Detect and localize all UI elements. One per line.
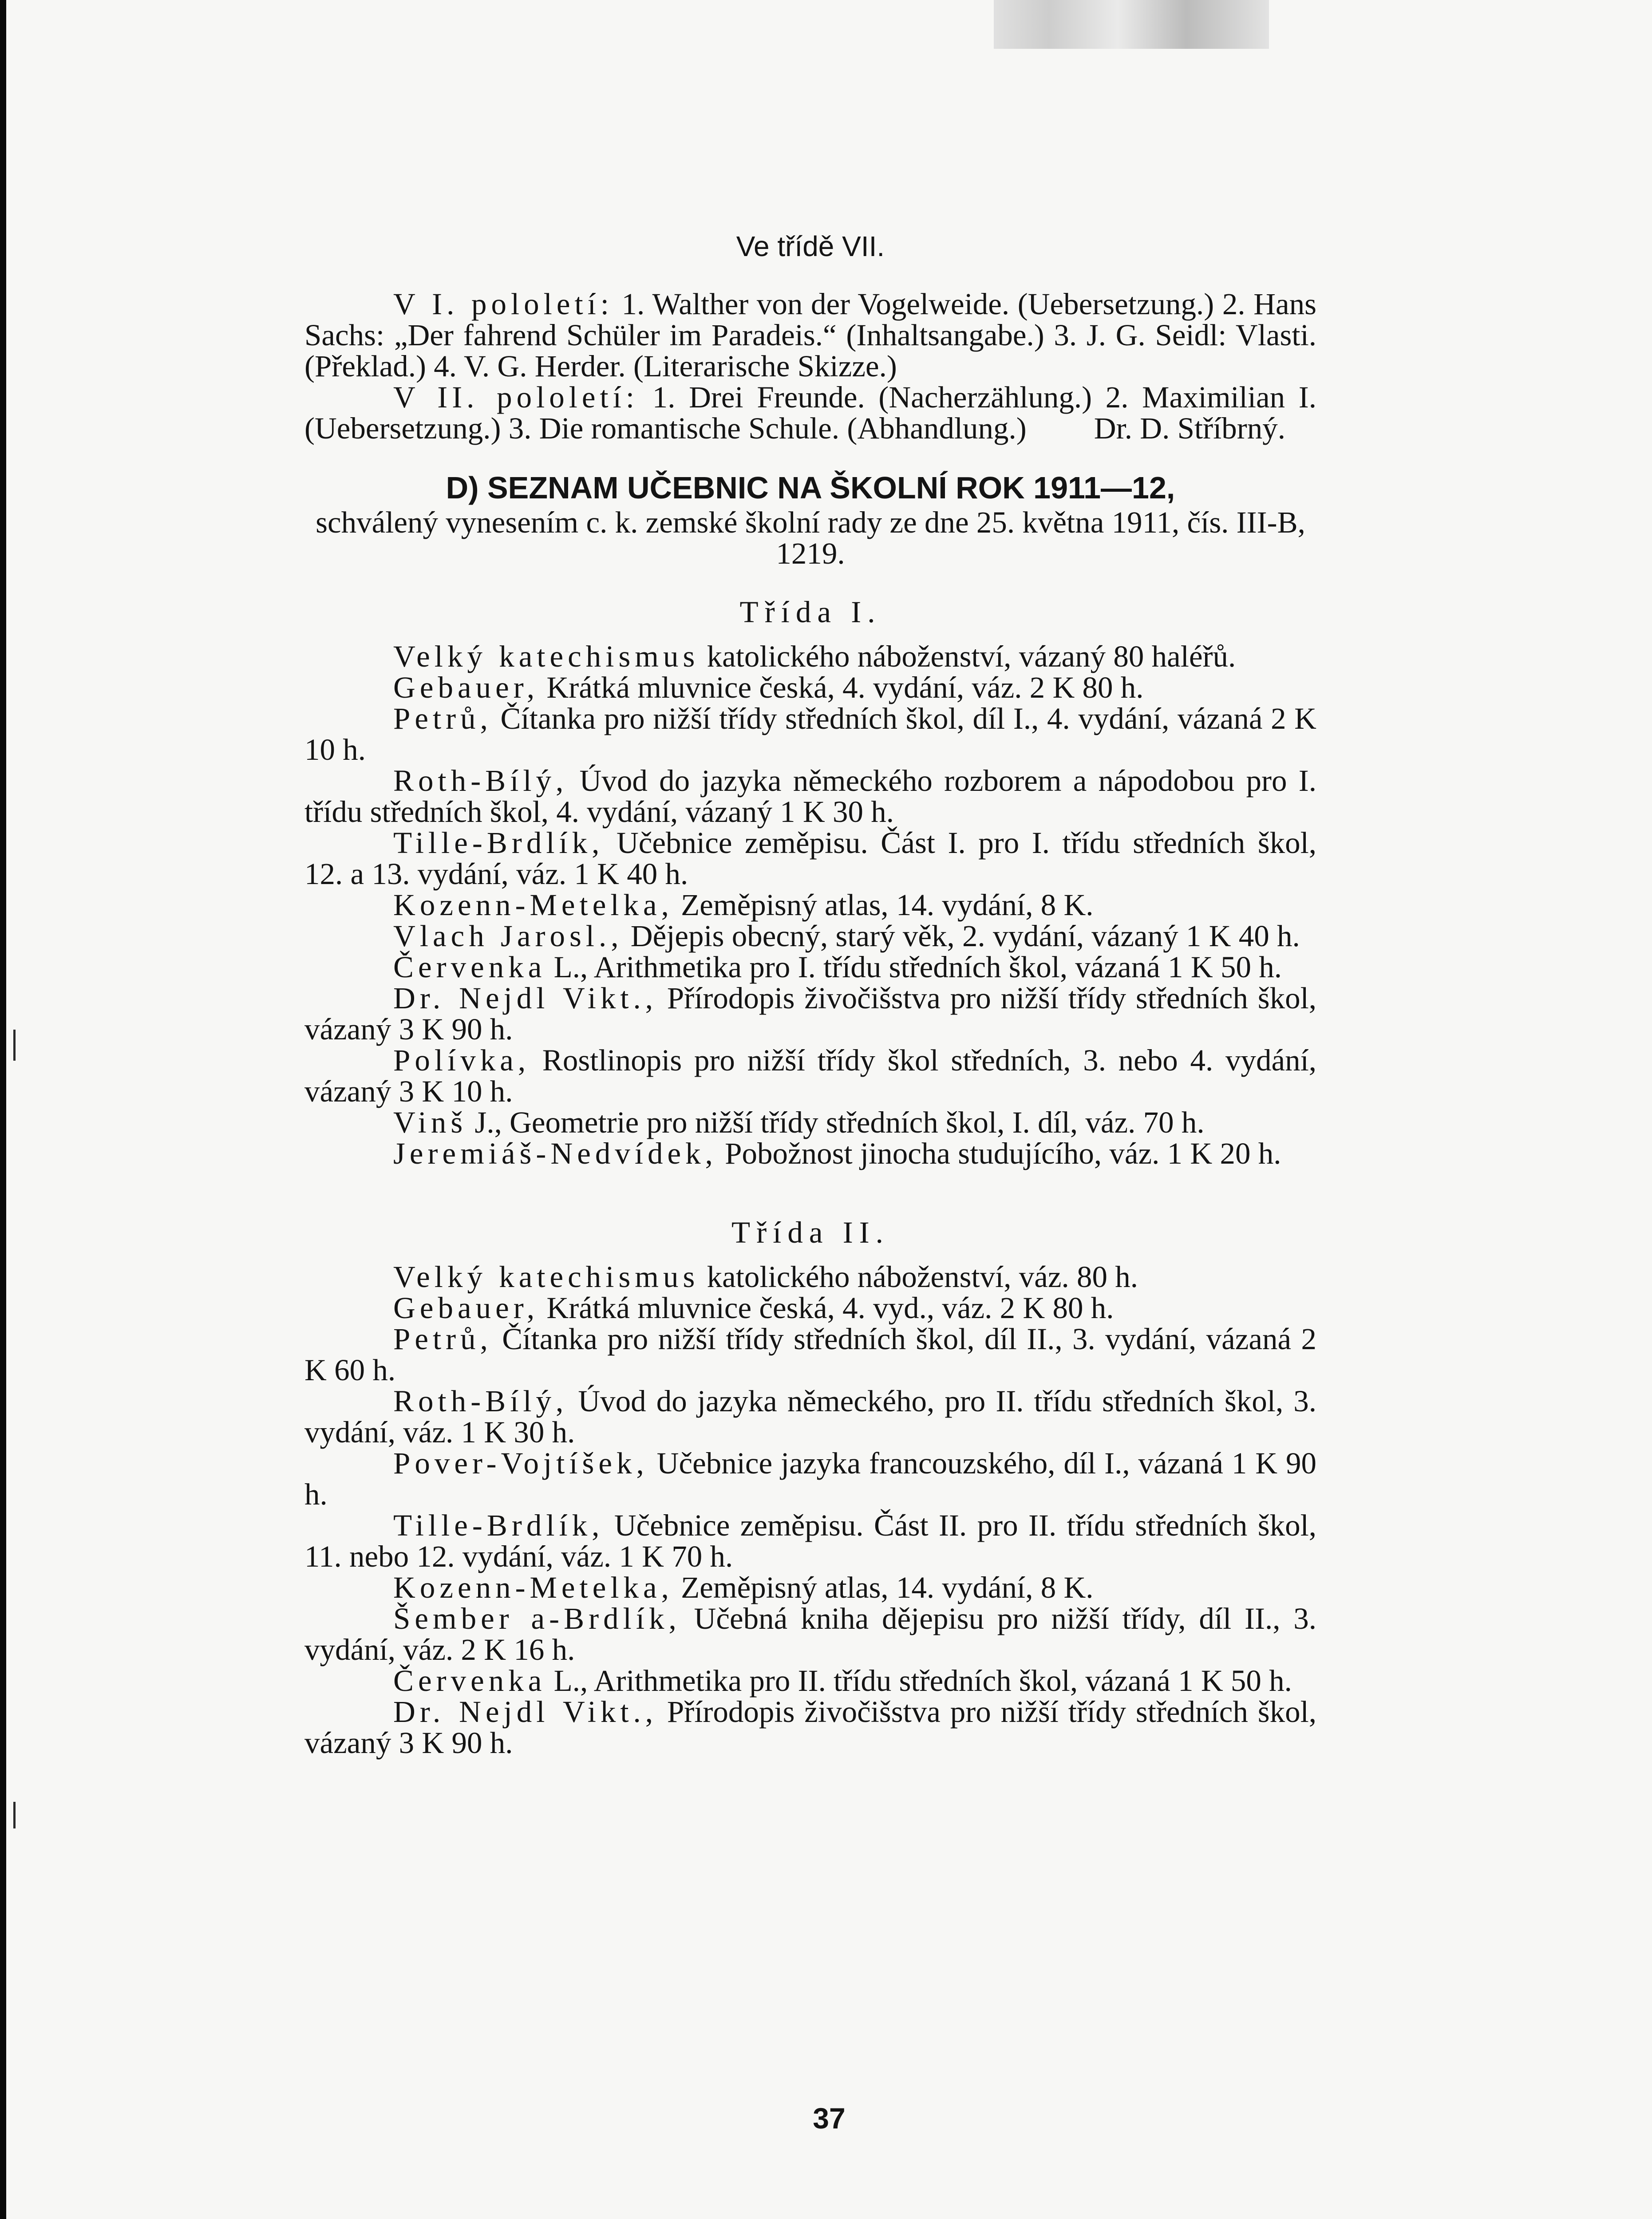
entry-author: Gebauer,: [393, 1291, 539, 1325]
entry-author: Šember a-Brdlík,: [393, 1602, 681, 1635]
entry-text: Učebnice zeměpisu. Část I. pro I. třídu středních škol, 12. a 13. vydání, váz. 1 K 40 h.: [304, 826, 1316, 891]
list-item: [304, 1045, 1316, 1107]
entry-text: Úvod do jazyka německého, pro II. třídu středních škol, 3. vydání, váz. 1 K 30 h.: [304, 1384, 1316, 1449]
entry-text: Zeměpisný atlas, 14. vydání, 8 K.: [673, 888, 1094, 922]
entry-author: Roth-Bílý,: [393, 764, 568, 798]
entry-text: Pobožnost jinocha studujícího, váz. 1 K 20 h.: [717, 1137, 1281, 1170]
book-page: [6, 0, 1652, 2219]
entry-author: Vlach Jarosl.,: [393, 919, 623, 953]
semester-1-label: V I. pololetí:: [393, 287, 613, 321]
signature: Dr. D. Stříbrný.: [1094, 411, 1285, 445]
list-item: [304, 827, 1316, 889]
entry-author: Roth-Bílý,: [393, 1384, 568, 1418]
semester-2-label: V II. pololetí:: [393, 380, 639, 414]
entry-author: Dr. Nejdl Vikt.,: [393, 1695, 658, 1729]
entry-text: L., Arithmetika pro II. třídu středních škol, vázaná 1 K 50 h.: [546, 1664, 1292, 1698]
entry-text: Zeměpisný atlas, 14. vydání, 8 K.: [673, 1571, 1094, 1604]
list-item: [304, 920, 1316, 952]
entry-text: Rostlinopis pro nižší třídy škol středních, 3. nebo 4. vydání, vázaný 3 K 10 h.: [304, 1043, 1316, 1108]
entry-text: J., Geometrie pro nižší třídy středních škol, I. díl, váz. 70 h.: [467, 1106, 1205, 1139]
entry-text: L., Arithmetika pro I. třídu středních škol, vázaná 1 K 50 h.: [546, 950, 1282, 984]
entry-text: Čítanka pro nižší třídy středních škol, díl II., 3. vydání, vázaná 2 K 60 h.: [304, 1322, 1316, 1387]
semester-1-paragraph: [304, 288, 1316, 382]
class-2-heading: Třída II.: [731, 1216, 889, 1249]
list-item: [304, 889, 1316, 920]
entry-author: Pover-Vojtíšek,: [393, 1446, 648, 1480]
list-item: [304, 1603, 1316, 1665]
class-1-list: [304, 641, 1316, 1169]
list-item: [304, 983, 1316, 1045]
library-stamp-mark: [994, 0, 1269, 49]
entry-author: Kozenn-Metelka,: [393, 888, 673, 922]
entry-author: Červenka: [393, 1664, 546, 1698]
entry-author: Petrů,: [393, 702, 492, 735]
list-item: [304, 1386, 1316, 1448]
class-vii-heading: Ve třídě VII.: [736, 230, 885, 262]
list-item: [304, 1665, 1316, 1696]
semester-1-text: 1. Walther von der Vogelweide. (Uebersetzung.) 2. Hans Sachs: „Der fahrend Schüler im Paradeis.“ (Inhaltsangabe.) 3. J. G. Seidl: Vlasti. (Překlad.) 4. V. G. Herder. (Literarische Skizze.): [304, 287, 1316, 383]
entry-text: Učebnice zeměpisu. Část II. pro II. třídu středních škol, 11. nebo 12. vydání, váz. 1 K 70 h.: [304, 1508, 1316, 1573]
list-item: [304, 1448, 1316, 1510]
scan-speck: [13, 1030, 16, 1061]
entry-author: Dr. Nejdl Vikt.,: [393, 981, 658, 1015]
entry-text: Čítanka pro nižší třídy středních škol, díl I., 4. vydání, vázaná 2 K 10 h.: [304, 702, 1316, 766]
entry-author: Polívka,: [393, 1043, 530, 1077]
list-item: [304, 703, 1316, 765]
entry-text: katolického náboženství, váz. 80 h.: [699, 1260, 1138, 1294]
page-number: 37: [813, 2102, 846, 2135]
list-item: [304, 1138, 1316, 1169]
list-item: [304, 1261, 1316, 1292]
list-item: [304, 1696, 1316, 1758]
class-2-list: [304, 1261, 1316, 1758]
scan-border-left: [0, 0, 6, 2219]
entry-author: Červenka: [393, 950, 546, 984]
entry-text: katolického náboženství, vázaný 80 haléřů.: [699, 640, 1236, 673]
list-item: [304, 641, 1316, 672]
entry-author: Kozenn-Metelka,: [393, 1571, 673, 1604]
entry-author: Velký katechismus: [393, 1260, 700, 1294]
entry-text: Dějepis obecný, starý věk, 2. vydání, vázaný 1 K 40 h.: [623, 919, 1300, 953]
entry-text: Krátká mluvnice česká, 4. vyd., váz. 2 K 80 h.: [539, 1291, 1114, 1325]
entry-author: Petrů,: [393, 1322, 492, 1356]
entry-text: Úvod do jazyka německého rozborem a nápodobou pro I. třídu středních škol, 4. vydání, vázaný 1 K 30 h.: [304, 764, 1316, 829]
list-item: [304, 1323, 1316, 1386]
entry-author: Vinš: [393, 1106, 467, 1139]
list-item: [304, 1292, 1316, 1323]
list-item: [304, 1572, 1316, 1603]
textbook-list-title: D) SEZNAM UČEBNIC NA ŠKOLNÍ ROK 1911—12,: [446, 470, 1175, 505]
entry-author: Jeremiáš-Nedvídek,: [393, 1137, 717, 1170]
list-item: [304, 1510, 1316, 1572]
textbook-list-subtitle: schválený vynesením c. k. zemské školní rady ze dne 25. května 1911, čís. III-B, 1219.: [316, 505, 1305, 570]
list-item: [304, 1107, 1316, 1138]
entry-author: Velký katechismus: [393, 640, 700, 673]
class-1-heading: Třída I.: [739, 595, 881, 629]
scan-speck: [13, 1802, 16, 1828]
entry-text: Přírodopis živočišstva pro nižší třídy středních škol, vázaný 3 K 90 h.: [304, 981, 1316, 1046]
entry-text: Přírodopis živočišstva pro nižší třídy středních škol, vázaný 3 K 90 h.: [304, 1695, 1316, 1760]
entry-text: Učebnice jazyka francouzského, díl I., vázaná 1 K 90 h.: [304, 1446, 1316, 1511]
entry-text: Učebná kniha dějepisu pro nižší třídy, díl II., 3. vydání, váz. 2 K 16 h.: [304, 1602, 1316, 1666]
semester-2-text: 1. Drei Freunde. (Nacherzählung.) 2. Maximilian I. (Uebersetzung.) 3. Die romantische Schule. (Abhandlung.): [304, 380, 1317, 445]
entry-author: Gebauer,: [393, 671, 539, 704]
entry-text: Krátká mluvnice česká, 4. vydání, váz. 2 K 80 h.: [539, 671, 1144, 704]
entry-author: Tille-Brdlík,: [393, 826, 604, 860]
list-item: [304, 672, 1316, 703]
list-item: [304, 765, 1316, 827]
entry-author: Tille-Brdlík,: [393, 1508, 604, 1542]
list-item: [304, 952, 1316, 983]
page-content: [304, 231, 1316, 1758]
